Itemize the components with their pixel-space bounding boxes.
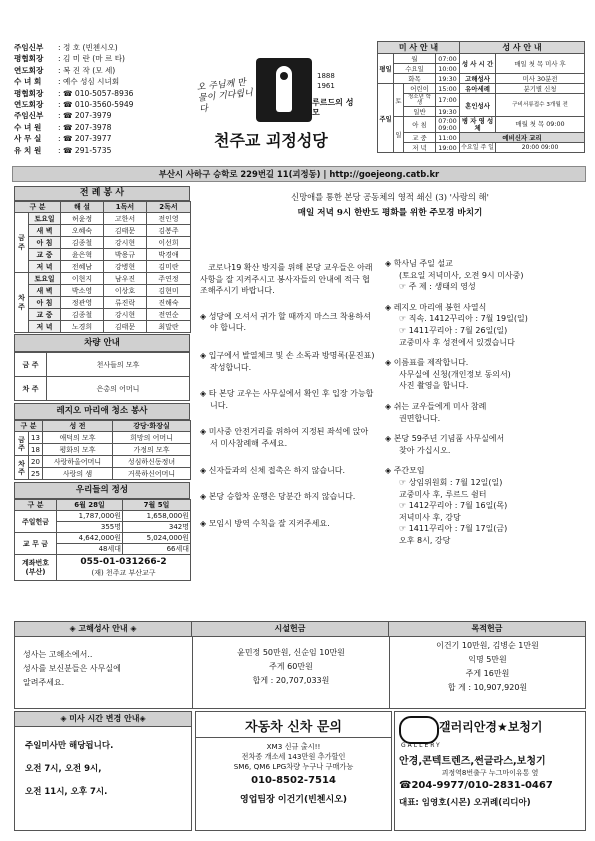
vehicle-value: 천사들의 모후 (47, 353, 190, 377)
car-phone: 010-8502-7514 (251, 775, 336, 786)
notice-block (385, 433, 581, 456)
gallery-address: 괴정역8번출구 누그마이유통 옆 (441, 769, 539, 777)
staff-colon: : (58, 122, 63, 132)
notice-line: 교중미사 후, 루르드 쉼터 (399, 489, 487, 499)
staff-list (14, 42, 192, 156)
offering-header: 구 분 (15, 500, 57, 511)
gallery-logo-icon (399, 716, 439, 744)
liturgy-group: 금주 (15, 213, 29, 273)
cleaning-group: 차주 (15, 456, 29, 480)
mass-time: 11:00 (436, 133, 460, 143)
notice-line: 오후 8시, 강당 (399, 535, 451, 545)
notice-title: ◈ 본당 59주년 기념품 사무실에서 (385, 433, 581, 445)
liturgy-header: 구 분 (15, 202, 61, 213)
notice-item: ◈ 성당에 오셔서 귀가 할 때까지 마스크 착용하셔야 합니다. (200, 311, 375, 334)
account-label: 계좌번호 (부산) (15, 555, 57, 581)
cleaning-cell: 희망의 어머니 (113, 432, 191, 444)
confession-value: 분기별 신청 (496, 84, 585, 94)
confession-value: 미사 30분전 (496, 74, 585, 84)
notice-line: ☞ 1412꾸리아 : 7월 16일(목) (399, 501, 508, 511)
cleaning-cell: 사랑하올어머니 (43, 456, 113, 468)
liturgy-table (14, 201, 191, 333)
liturgy-row (15, 309, 191, 321)
notice-line: 권면합니다. (399, 413, 441, 423)
liturgy-title: 전 례 봉 사 (14, 186, 190, 201)
mass-day: 일반 (404, 107, 436, 117)
notice-line: 사진 촬영을 합니다. (399, 381, 469, 391)
cleaning-table (14, 420, 191, 480)
text-line: 알려주세요. (23, 678, 65, 687)
liturgy-cell: 노경희 (61, 321, 104, 333)
cleaning-cell: 거룩하신어머니 (113, 468, 191, 480)
offering-header: 6월 28일 (57, 500, 123, 511)
staff-row (14, 65, 192, 76)
staff-row (14, 122, 192, 133)
liturgy-cell: 이현지 (61, 273, 104, 285)
liturgy-header: 2독서 (147, 202, 191, 213)
catechism-time: 20:00 (521, 143, 540, 151)
mass-day: 수요일 (394, 64, 436, 74)
liturgy-cell: 오혜숙 (61, 225, 104, 237)
text-line: 합게 : 20,707,033원 (252, 676, 330, 685)
liturgy-cell: 김종철 (61, 309, 104, 321)
staff-row (14, 145, 192, 156)
cleaning-header: 성 전 (43, 421, 113, 432)
gallery-phone: ☎204-9977/010-2831-0467 (399, 780, 553, 791)
liturgy-group: 차주 (15, 273, 29, 333)
notice-block (385, 302, 581, 348)
year-top: 1888 (317, 72, 335, 80)
staff-value: 정 호 (빈첸시오) (62, 43, 118, 52)
headline-line1: 신망애를 통한 본당 공동체의 영적 쇄신 (3) '사랑의 해' (291, 192, 489, 202)
staff-role: 유 치 원 (14, 145, 42, 155)
cleaning-cell: 25 (29, 468, 43, 480)
notice-item: ◈ 모임시 방역 수칙을 잘 지켜주세요. (200, 518, 375, 530)
liturgy-cell: 류진락 (104, 297, 147, 309)
liturgy-row (15, 225, 191, 237)
staff-role: 사 무 실 (14, 134, 42, 144)
confession-title: 성 사 안 내 (460, 42, 585, 54)
staff-role: 평협회장 (14, 54, 44, 64)
liturgy-row (15, 321, 191, 333)
staff-role: 연도회장 (14, 100, 44, 110)
staff-value: 복 진 작 (모 세) (62, 65, 116, 75)
confession-value: 구비서류접수 3개월 전 (496, 94, 585, 117)
text-line: 오전 7시, 오전 9시, (25, 764, 102, 774)
sun-label: 일 (394, 117, 404, 153)
liturgy-header: 1독서 (104, 202, 147, 213)
notice-title: ◈ 쉬는 교우들에게 미사 참례 (385, 401, 581, 413)
sat-label: 토 (394, 84, 404, 117)
mass-time: 07:00 (436, 54, 460, 64)
notice-title: ◈ 학사님 주일 설교 (385, 258, 581, 270)
staff-colon: : (58, 100, 63, 110)
vehicle-title: 차량 안내 (14, 334, 190, 352)
offering-value: 4,642,000원 (57, 533, 123, 544)
notice-block (385, 401, 581, 424)
notice-item: ◈ 타 본당 교우는 사무실에서 확인 후 입장 가능합니다. (200, 388, 375, 411)
gallery-ad (394, 711, 586, 831)
liturgy-cell: 강시현 (104, 237, 147, 249)
liturgy-cell: 아 침 (29, 297, 61, 309)
confession-name: 고해성사 (460, 74, 496, 84)
liturgy-cell: 윤은혁 (61, 249, 104, 261)
liturgy-cell: 박소영 (61, 285, 104, 297)
gallery-items: 안경,콘텍트렌즈,썬글라스,보청기 (399, 756, 546, 767)
liturgy-cell: 이상호 (104, 285, 147, 297)
liturgy-row (15, 273, 191, 285)
notice-line: 교중미사 후 성전에서 있겠습니다 (399, 337, 515, 347)
staff-value: ☎ 207-3979 (62, 111, 112, 121)
liturgy-row (15, 249, 191, 261)
text-line: 성사는 고해소에서.. (23, 650, 93, 659)
confession-name: 유아세례 (460, 84, 496, 94)
liturgy-cell: 강시현 (104, 309, 147, 321)
notice-line: 저녁미사 후, 강당 (399, 512, 461, 522)
liturgy-cell: 전인영 (147, 213, 191, 225)
mass-time: 17:00 (436, 94, 460, 107)
catechism-title: 예비신자 교리 (460, 133, 585, 143)
purpose-title: 목적헌금 (389, 622, 585, 637)
car-person: 영업팀장 이건기(빈첸시오) (240, 795, 347, 805)
notice-line: ☞ 주 제 : 생태의 영성 (399, 282, 476, 292)
notice-item: 코로나19 확산 방지를 위해 본당 교우들은 아래 사항을 잘 지켜주시고 봉사자들의 안내에 적극 협조해주시기 바랍니다. (200, 263, 373, 296)
notice-line: ☞ 1411꾸리아 : 7월 17일(금) (399, 524, 508, 534)
staff-role: 주임신부 (14, 43, 44, 52)
text-line: 전차종 개소세 143만원 추가할인 (241, 752, 346, 761)
offering-value: 48세대 (57, 544, 123, 555)
purpose-text (390, 639, 585, 695)
vehicle-table (14, 352, 190, 401)
handwritten-motto: 오 주님께 만물이 기다립니다 (196, 77, 254, 115)
vehicle-value: 은총의 어머니 (47, 377, 190, 401)
notice-item: ◈ 입구에서 발열체크 및 손 소독과 방명록(문진표) 작성합니다. (200, 350, 375, 373)
mass-title: 미 사 안 내 (378, 42, 460, 54)
cleaning-cell: 평화의 모후 (43, 444, 113, 456)
mass-change-title: ◈ 미사 시간 변경 안내◈ (15, 712, 191, 727)
staff-row (14, 53, 192, 64)
notices-left (200, 262, 375, 544)
staff-colon: : (58, 88, 63, 98)
staff-row (14, 42, 192, 53)
staff-colon: : (58, 43, 63, 52)
text-line: 이건기 10만원, 김병순 1만원 (436, 641, 539, 650)
text-line: 주게 16만원 (465, 669, 510, 678)
gallery-rep: 대표: 임영호(시몬) 오귀례(리디아) (399, 798, 531, 808)
staff-value: ☎ 207-3977 (62, 134, 112, 144)
confession-name: 병 자 영 성 체 (460, 117, 496, 133)
church-name: 천주교 괴정성당 (214, 131, 328, 150)
text-line: 합 게 : 10,907,920원 (447, 683, 528, 692)
notice-item: ◈ 본당 승합차 운행은 당분간 하지 않습니다. (200, 491, 375, 503)
offering-value: 5,024,000원 (123, 533, 191, 544)
notice-item: ◈ 신자들과의 신체 접촉은 하지 않습니다. (200, 465, 375, 477)
mass-change-box (14, 711, 192, 831)
liturgy-cell: 아 침 (29, 237, 61, 249)
notice-block (385, 258, 581, 293)
text-line: 주일미사만 해당됩니다. (25, 741, 114, 751)
notice-line: 찾아 가십시오. (399, 445, 451, 455)
lourdes-emblem (256, 58, 312, 122)
text-line: 오전 11시, 오후 7시. (25, 787, 108, 797)
car-ad (195, 711, 392, 831)
staff-colon: : (58, 111, 63, 121)
staff-colon: : (58, 54, 63, 64)
notice-line: 사무실에 신청(개인정보 동의서) (399, 369, 511, 379)
notice-line: ☞ 상임위원회 : 7월 12일(일) (399, 477, 503, 487)
text-line: 주게 60만원 (269, 662, 313, 671)
mass-day: 저 녁 (404, 143, 436, 153)
liturgy-cell: 정관영 (61, 297, 104, 309)
liturgy-cell: 김태문 (104, 225, 147, 237)
notice-title: ◈ 이름표를 제작합니다. (385, 357, 581, 369)
catechism-day: 수요일 (461, 143, 479, 151)
staff-colon: : (58, 65, 63, 75)
lourdes-title: 루르드의 성모 (312, 98, 354, 117)
catechism-time: 09:00 (540, 143, 559, 151)
cleaning-cell: 사랑의 샘 (43, 468, 113, 480)
text-line: 윤민정 50만원, 신순임 10만원 (237, 648, 345, 657)
staff-role: 수 녀 원 (14, 122, 42, 132)
liturgy-cell: 남우진 (104, 273, 147, 285)
cleaning-row (15, 444, 191, 456)
staff-row (14, 76, 192, 87)
staff-value: 예수 성심 시녀회 (62, 77, 120, 87)
vehicle-label: 금 주 (15, 353, 47, 377)
offering-table (14, 499, 191, 581)
gallery-brand: 갤러리안경★보청기 (439, 720, 543, 734)
bottom-row1 (14, 621, 586, 709)
confession-guide-text (23, 648, 189, 690)
liturgy-cell: 김봉주 (147, 225, 191, 237)
account-number: 055-01-031266-2 (80, 556, 167, 567)
mass-day: 아 침 (404, 117, 436, 133)
liturgy-cell: 토요일 (29, 213, 61, 225)
cleaning-group: 금주 (15, 432, 29, 456)
notice-line: (토요일 저녁미사, 오전 9시 미사중) (399, 270, 524, 280)
notice-block (385, 357, 581, 392)
notice-block (385, 465, 581, 546)
catechism-day: 주 일 (480, 143, 494, 151)
cleaning-cell: 20 (29, 456, 43, 468)
mass-time: 19:00 (436, 143, 460, 153)
liturgy-row (15, 213, 191, 225)
text-line: 성사를 보신분들은 사무실에 (23, 664, 121, 673)
cleaning-header: 구 분 (15, 421, 43, 432)
liturgy-row (15, 261, 191, 273)
headline-line2: 매일 저녁 9시 한반도 평화를 위한 주모경 바치기 (297, 208, 483, 218)
offering-value: 66세대 (123, 544, 191, 555)
liturgy-cell: 저 녁 (29, 261, 61, 273)
schedule-box (377, 41, 584, 153)
liturgy-cell: 교 중 (29, 249, 61, 261)
liturgy-cell: 주연정 (147, 273, 191, 285)
staff-row (14, 88, 192, 99)
staff-value: ☎ 010-3560-5949 (62, 100, 134, 110)
liturgy-cell: 토요일 (29, 273, 61, 285)
notice-line: ☞ 1411꾸리아 : 7월 26일(일) (399, 325, 508, 335)
liturgy-cell: 허윤정 (61, 213, 104, 225)
cleaning-row (15, 456, 191, 468)
confession-guide-title: ◈ 고해성사 안내 ◈ (15, 622, 192, 637)
staff-colon: : (58, 134, 63, 144)
liturgy-cell: 교 중 (29, 309, 61, 321)
confession-name: 혼인성사 (460, 94, 496, 117)
staff-row (14, 133, 192, 144)
liturgy-row (15, 237, 191, 249)
liturgy-cell: 이선희 (147, 237, 191, 249)
mass-time: 19:30 (436, 74, 460, 84)
staff-value: ☎ 207-3978 (62, 122, 112, 132)
staff-row (14, 110, 192, 121)
staff-value: ☎ 291-5735 (62, 145, 112, 155)
liturgy-cell: 김현미 (147, 285, 191, 297)
staff-role: 연도회장 (14, 65, 44, 75)
liturgy-cell: 진해숙 (147, 297, 191, 309)
mass-time: 10:00 (436, 64, 460, 74)
liturgy-cell: 박경애 (147, 249, 191, 261)
staff-row (14, 99, 192, 110)
staff-value: 김 미 란 (마 르 타) (62, 54, 125, 64)
offering-label: 교 무 금 (15, 533, 57, 555)
liturgy-cell: 전연순 (147, 309, 191, 321)
cleaning-cell: 성심하신동정녀 (113, 456, 191, 468)
church-logo (196, 58, 376, 158)
staff-colon: : (58, 77, 63, 87)
notice-item: ◈ 미사중 안전거리를 위하여 지정된 좌석에 앉아서 미사참례해 주세요. (200, 426, 375, 449)
cleaning-cell: 가정의 모후 (113, 444, 191, 456)
gallery-sub: GALLERY (401, 742, 442, 749)
text-line: SM6, QM6 LPG차량 누구나 구매가능 (233, 762, 354, 771)
mass-time: 07:00 09:00 (436, 117, 460, 133)
left-column (14, 186, 190, 581)
mass-day: 어린이 (404, 84, 436, 94)
text-line: XM3 신규 출시!! (266, 742, 321, 751)
vehicle-label: 차 주 (15, 377, 47, 401)
offering-value: 1,787,000원 (57, 511, 123, 522)
liturgy-cell: 김태문 (104, 321, 147, 333)
staff-role: 주임신부 (14, 111, 44, 121)
liturgy-cell: 김미란 (147, 261, 191, 273)
offering-value: 1,658,000원 (123, 511, 191, 522)
confession-name: 성 사 시 간 (460, 54, 496, 74)
building-title: 시설헌금 (192, 622, 389, 637)
liturgy-row (15, 297, 191, 309)
car-title: 자동차 신차 문의 (196, 716, 391, 738)
staff-role: 평협회장 (14, 88, 44, 98)
mass-day: 청소년 학 생 (404, 94, 436, 107)
mass-day: 교 중 (404, 133, 436, 143)
confession-value: 매일 첫 목 미사 후 (496, 54, 585, 74)
cleaning-cell: 18 (29, 444, 43, 456)
liturgy-cell: 최말란 (147, 321, 191, 333)
liturgy-cell: 강병현 (104, 261, 147, 273)
building-text (193, 646, 389, 688)
offering-label: 주일헌금 (15, 511, 57, 533)
liturgy-row (15, 285, 191, 297)
liturgy-cell: 김종철 (61, 237, 104, 249)
liturgy-cell: 고한서 (104, 213, 147, 225)
sunday-label: 주일 (378, 84, 394, 153)
cleaning-cell: 13 (29, 432, 43, 444)
year-bottom: 1961 (317, 82, 335, 90)
headline (196, 190, 584, 222)
bottom-row2 (14, 711, 584, 831)
cleaning-title: 레지오 마리애 청소 봉사 (14, 403, 190, 420)
notices-right (385, 258, 581, 555)
address-bar: 부산시 사하구 승학로 229번길 11(괴정동) | http://goejeong.catb.kr (12, 166, 586, 182)
weekday-label: 평일 (378, 54, 394, 84)
offering-title: 우리들의 정성 (14, 482, 190, 499)
cleaning-cell: 애덕의 모후 (43, 432, 113, 444)
staff-role: 수 녀 회 (14, 77, 42, 87)
account-owner: (재) 천주교 부산교구 (91, 568, 156, 577)
mass-time: 15:00 (436, 84, 460, 94)
confession-value: 매월 첫 목 09:00 (496, 117, 585, 133)
cleaning-header: 강당·화장실 (113, 421, 191, 432)
offering-value: 355명 (57, 522, 123, 533)
cleaning-row (15, 468, 191, 480)
liturgy-cell: 박용규 (104, 249, 147, 261)
mass-time: 19:30 (436, 107, 460, 117)
offering-value: 342명 (123, 522, 191, 533)
liturgy-header: 해 설 (61, 202, 104, 213)
mass-day: 화목 (394, 74, 436, 84)
liturgy-cell: 전혜남 (61, 261, 104, 273)
offering-header: 7월 5일 (123, 500, 191, 511)
staff-colon: : (58, 145, 63, 155)
notice-title: ◈ 레지오 마리애 봉헌 사열식 (385, 302, 581, 314)
text-line: 익명 5만원 (468, 655, 507, 664)
liturgy-cell: 저 녁 (29, 321, 61, 333)
liturgy-cell: 새 벽 (29, 225, 61, 237)
liturgy-cell: 새 벽 (29, 285, 61, 297)
cleaning-row (15, 432, 191, 444)
mass-day: 월 (394, 54, 436, 64)
notice-title: ◈ 주간모임 (385, 465, 581, 477)
staff-value: ☎ 010-5057-8936 (62, 88, 134, 98)
notice-line: ☞ 직속. 1412꾸리아 : 7월 19일(일) (399, 314, 528, 324)
